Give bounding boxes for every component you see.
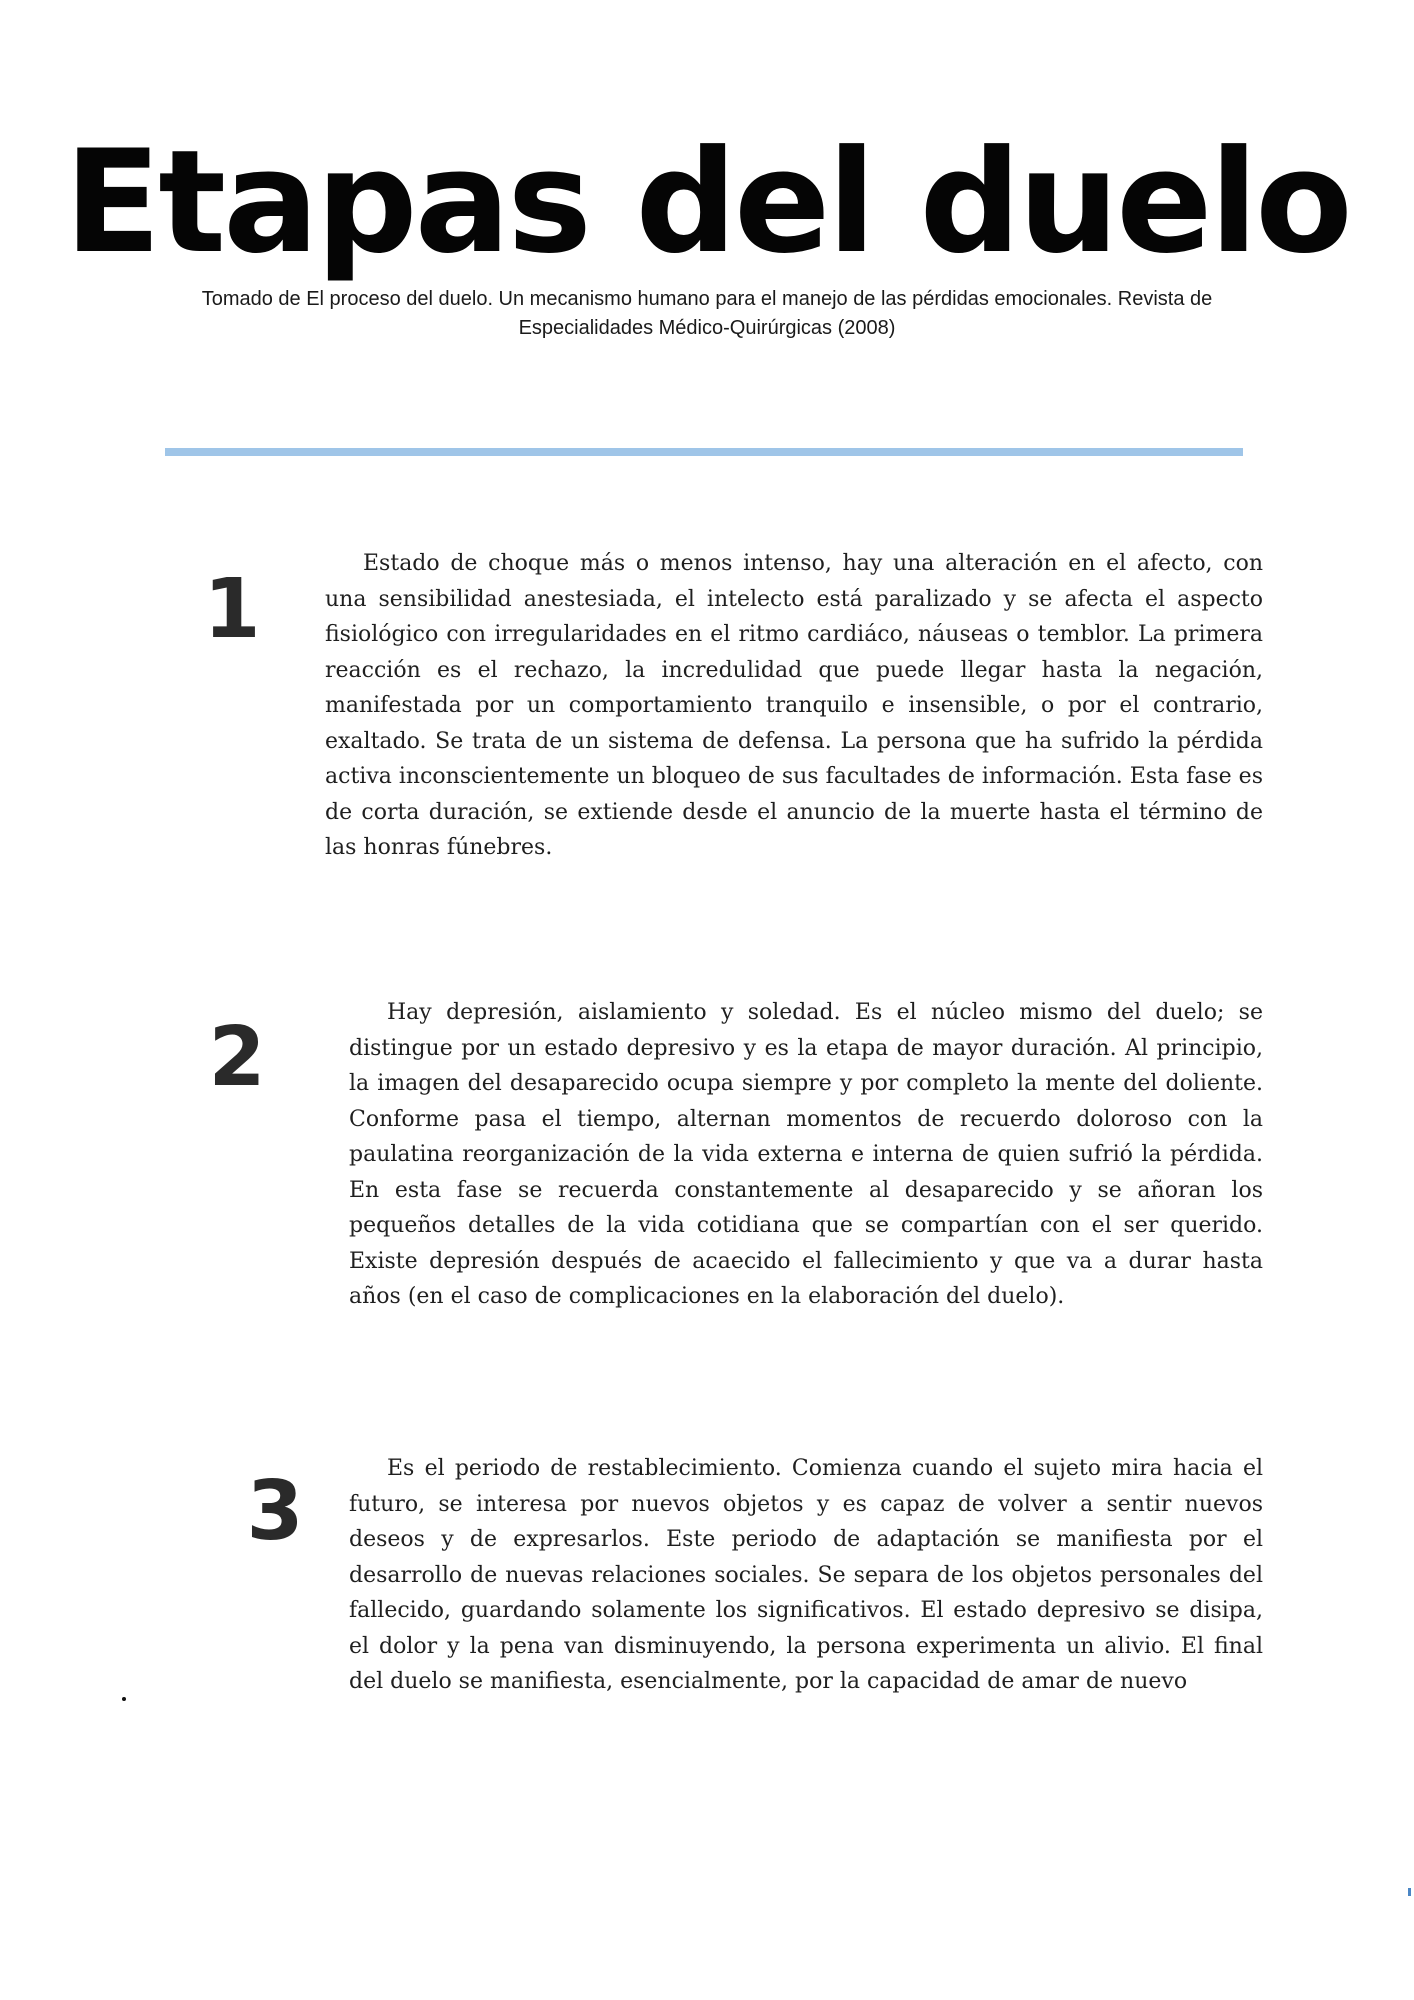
stage-2-text: Hay depresión, aislamiento y soledad. Es el núcleo mismo del duelo; se distingue por un estado depresivo y es la etapa de mayor duración. Al principio, la imagen del desaparecido ocupa siempre y por completo la mente del doliente. Conforme pasa el tiempo, alternan momentos de recuerdo doloroso con la paulatina reorganización de la vida externa e interna de quien sufrió la pérdida. En esta fase se recuerda constantemente al desaparecido y se añoran los pequeños detalles de la vida cotidiana que se compartían con el ser querido. Existe depresión después de acaecido el fallecimiento y que va a durar hasta años (en el caso de complicaciones en la elaboración del duelo). <box>349 1000 1263 1309</box>
stage-1-number: 1 <box>203 562 261 657</box>
stage-3-number: 3 <box>246 1464 304 1559</box>
stage-3-text: Es el periodo de restablecimiento. Comienza cuando el sujeto mira hacia el futuro, se interesa por nuevos objetos y es capaz de volver a sentir nuevos deseos y de expresarlos. Este periodo de adaptación se manifiesta por el desarrollo de nuevas relaciones sociales. Se separa de los objetos personales del fallecido, guardando solamente los significativos. El estado depresivo se disipa, el dolor y la pena van disminuyendo, la persona experimenta un alivio. El final del duelo se manifiesta, esencialmente, por la capacidad de amar de nuevo <box>349 1456 1263 1694</box>
stage-2-number: 2 <box>208 1010 266 1105</box>
source-citation: Tomado de El proceso del duelo. Un mecanismo humano para el manejo de las pérdidas emocionales. Revista de Especialidades Médico-Quirúrgicas (2008) <box>201 288 1213 339</box>
divider-line <box>165 448 1243 456</box>
stray-dot <box>122 1697 126 1701</box>
edge-mark <box>1408 1888 1411 1896</box>
stage-1-text: Estado de choque más o menos intenso, hay una alteración en el afecto, con una sensibilidad anestesiada, el intelecto está paralizado y se afecta el aspecto fisiológico con irregularidades en el ritmo cardiáco, náuseas o temblor. La primera reacción es el rechazo, la incredulidad que puede llegar hasta la negación, manifestada por un comportamiento tranquilo e insensible, o por el contrario, exaltado. Se trata de un sistema de defensa. La persona que ha sufrido la pérdida activa inconscientemente un bloqueo de sus facultades de información. Esta fase es de corta duración, se extiende desde el anuncio de la muerte hasta el término de las honras fúnebres. <box>325 551 1263 860</box>
page-title: Etapas del duelo <box>64 120 1350 285</box>
